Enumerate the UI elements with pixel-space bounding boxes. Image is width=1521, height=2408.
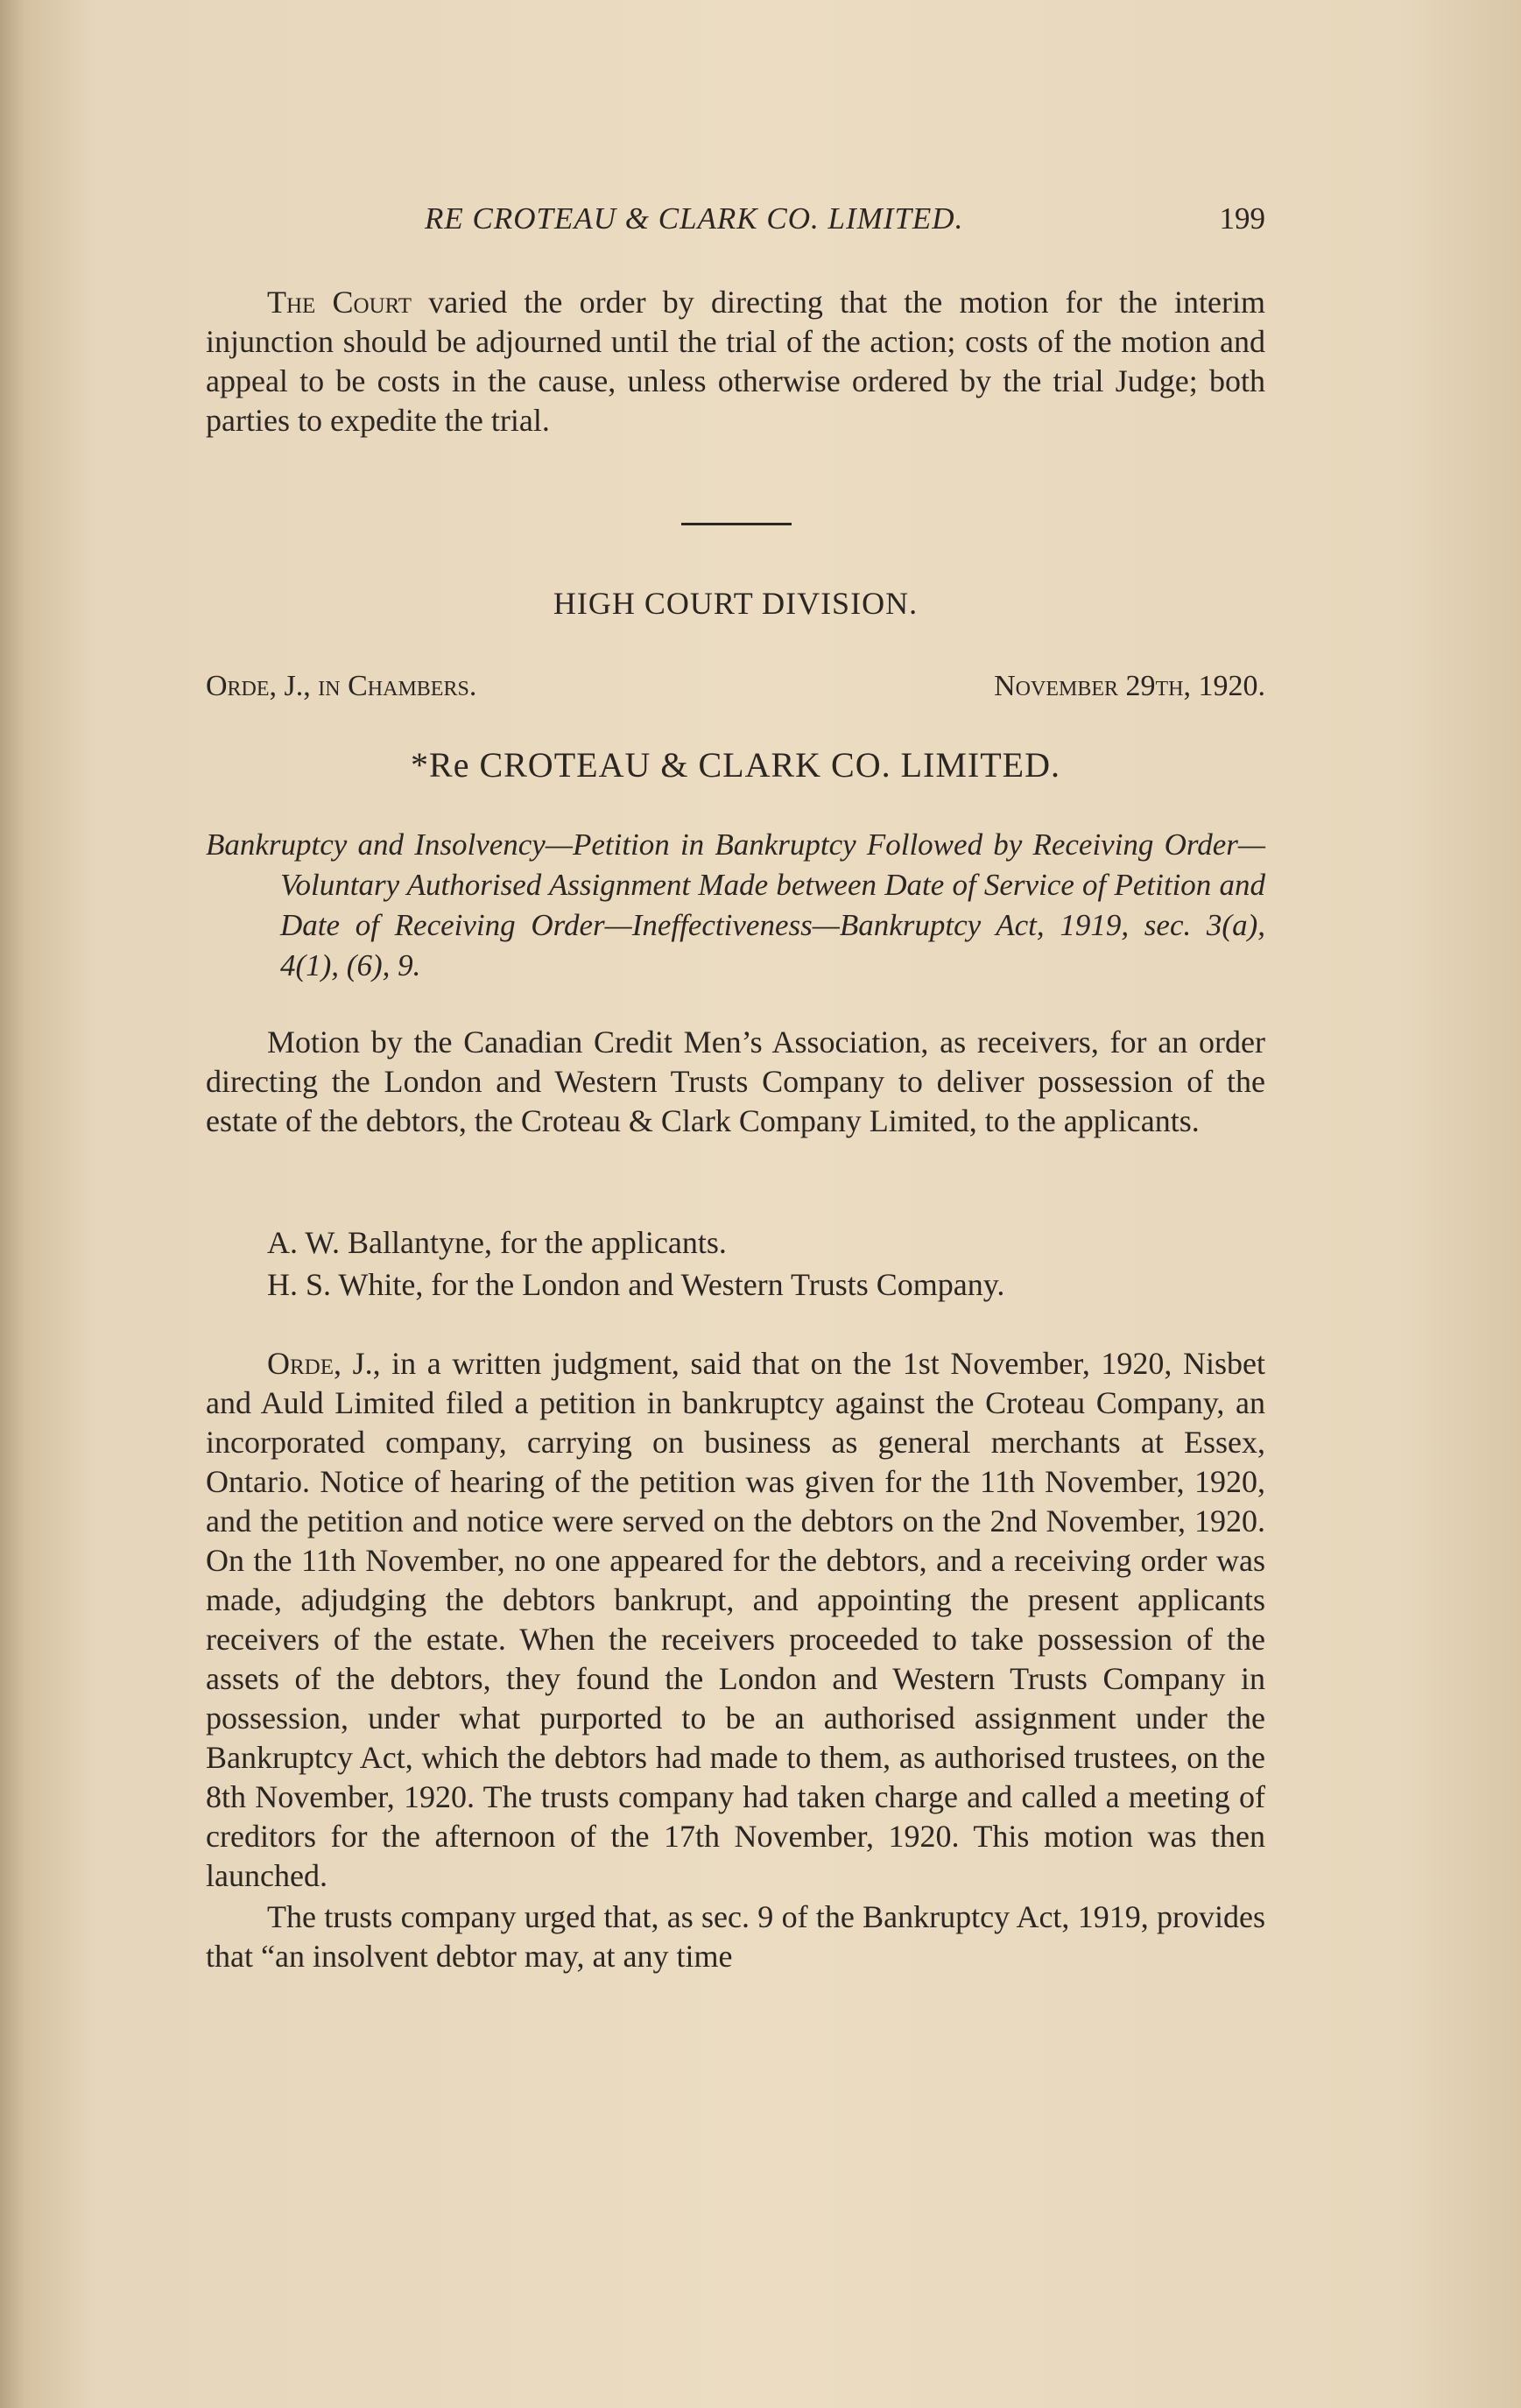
headnote [206,825,1265,986]
judgment-lead: Orde, J. [267,1346,373,1381]
judge-name: Orde, J., in Chambers. [206,670,477,702]
division-heading: HIGH COURT DIVISION. [553,586,919,621]
judgment-text: , in a written judgment, said that on the 1st November, 1920, Nisbet and Auld Limited filed a petition in bankruptcy against the Croteau Company, an incorporated company, carrying on business as general merchants at Essex, Ontario. Notice of hearing of the petition was given for the 11th November, 1920, and the petition and notice were served on the debtors on the 2nd November, 1920. On the 11th November, no one appeared for the debtors, and a receiving order was made, adjudging the debtors bankrupt, and appointing the present applicants receivers of the estate. When the receivers proceeded to take possession of the assets of the debtors, they found the London and Western Trusts Company in possession, under what purported to be an authorised assignment under the Bankruptcy Act, which the debtors had made to them, as authorised trustees, on the 8th November, 1920. The trusts company had taken charge and called a meeting of creditors for the afternoon of the 17th November, 1920. This motion was then launched. [206,1346,1265,1893]
headnote-text: Bankruptcy and Insolvency—Petition in Bankruptcy Followed by Receiving Order—Voluntary Authorised Assignment Made between Date of Service of Petition and Date of Receiving Order—Ineffectiveness—Bankruptcy Act, 1919, sec. 3(a), 4(1), (6), 9. [206,827,1265,982]
section-divider [681,523,792,525]
counsel-list [206,1222,1265,1306]
counsel-applicants: A. W. Ballantyne, for the applicants. [267,1225,727,1260]
page-number: 199 [1219,201,1265,236]
counsel-respondents: H. S. White, for the London and Western Trusts Company. [267,1267,1005,1302]
case-title: *Re CROTEAU & CLARK CO. LIMITED. [411,745,1060,785]
judgment-body [206,1344,1265,1976]
court-order-lead: The Court [267,285,412,320]
motion-paragraph [206,1023,1265,1141]
running-head-title: RE CROTEAU & CLARK CO. LIMITED. [425,201,964,236]
court-order-paragraph [206,283,1265,440]
judgment-paragraph [206,1344,1265,1896]
judgment-date: November 29th, 1920. [994,670,1265,702]
court-order-text: varied the order by directing that the motion for the interim injunction should be adjourned until the trial of the action; costs of the motion and appeal to be costs in the cause, unless otherwise ordered by the trial Judge; both parties to expedite the trial. [206,285,1265,438]
running-head [206,201,1265,245]
motion-text: Motion by the Canadian Credit Men’s Association, as receivers, for an order directing the London and Western Trusts Company to deliver possession of the estate of the debtors, the Croteau & Clark Company Limited, to the applicants. [206,1024,1265,1138]
judge-line [206,670,1265,710]
final-paragraph: The trusts company urged that, as sec. 9 of the Bankruptcy Act, 1919, provides that “an insolvent debtor may, at any time [206,1899,1265,1974]
